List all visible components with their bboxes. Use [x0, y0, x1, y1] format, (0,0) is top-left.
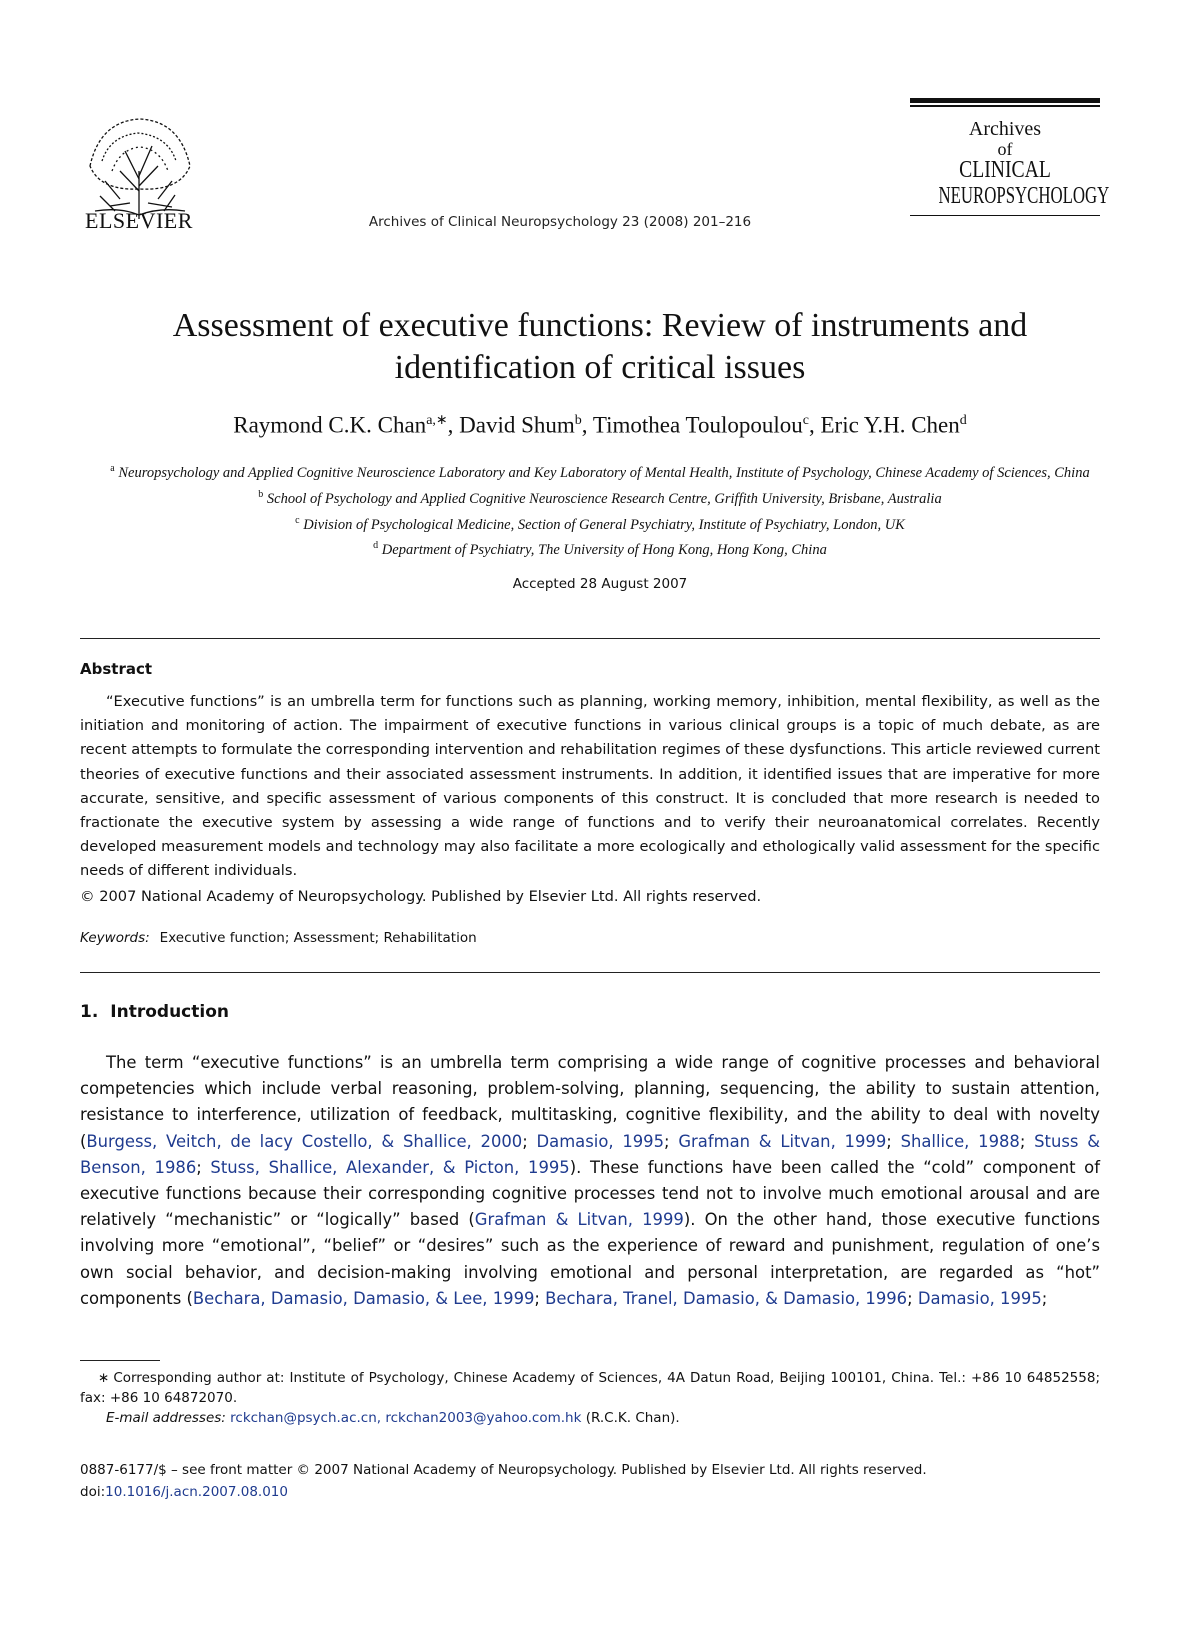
- citation-link[interactable]: Damasio, 1995: [536, 1131, 665, 1151]
- affiliation: [100, 484, 1100, 510]
- email-footnote: [106, 1410, 680, 1426]
- doi-line: [80, 1484, 288, 1500]
- body-text: ;: [664, 1131, 679, 1151]
- introduction-body: [80, 1050, 1100, 1312]
- doi-link[interactable]: 10.1016/j.acn.2007.08.010: [105, 1484, 288, 1500]
- abstract-body: [80, 690, 1100, 884]
- email-label: E-mail addresses:: [106, 1410, 226, 1426]
- affiliation: [100, 458, 1100, 484]
- masthead-rule-top-thin: [910, 105, 1100, 107]
- affiliation-text: Department of Psychiatry, The University of Hong Kong, Hong Kong, China: [381, 542, 827, 559]
- corresponding-author-footnote: [80, 1368, 1100, 1408]
- affiliation-mark: a: [110, 463, 115, 474]
- keywords: [80, 930, 477, 946]
- affiliation-text: Neuropsychology and Applied Cognitive Neuroscience Laboratory and Key Laboratory of Mental Health, Institute of Psychology, Chinese Academy of Sciences, China: [118, 464, 1090, 481]
- footnote-marker: ∗: [98, 1370, 110, 1386]
- footnote-rule: [80, 1360, 160, 1361]
- body-text: ;: [886, 1131, 901, 1151]
- author-affiliation-mark[interactable]: c: [802, 413, 809, 428]
- keywords-label: Keywords:: [80, 930, 150, 946]
- body-text: ;: [196, 1157, 211, 1177]
- abstract-paragraph: “Executive functions” is an umbrella term for functions such as planning, working memory, inhibition, mental flexibility, as well as the initiation and monitoring of action. The impairment of executive functions in various clinical groups is a topic of much debate, as are recent attempts to formulate the corresponding intervention and rehabilitation regimes of these dysfunctions. This article reviewed current theories of executive functions and their associated assessment instruments. In addition, it identified issues that are imperative for more accurate, sensitive, and specific assessment of various components of this construct. It is concluded that more research is needed to fractionate the executive system by assessing a wide range of functions and to verify their neuroanatomical correlates. Recently developed measurement models and technology may also facilitate a more ecologically and ethologically valid assessment for the specific needs of different individuals.: [80, 693, 1100, 880]
- citation-link[interactable]: Bechara, Damasio, Damasio, & Lee, 1999: [192, 1288, 535, 1308]
- affiliation-mark: b: [258, 488, 264, 500]
- author-name[interactable]: Timothea Toulopoulou: [592, 412, 803, 438]
- journal-citation: Archives of Clinical Neuropsychology 23 (2008) 201–216: [368, 214, 752, 230]
- copyright-notice: © 2007 National Academy of Neuropsychology. Published by Elsevier Ltd. All rights reserved.: [80, 888, 762, 905]
- affiliation-mark: d: [373, 540, 379, 552]
- body-text: The term “executive functions” is an umbrella term comprising a wide range of cognitive processes and behavioral competencies which include verbal reasoning, problem-solving, planning, sequencing, the ability to sustain attention, resistance to interference, utilization of feedback, multitasking, cognitive flexibility, and the ability to deal with novelty (: [80, 1053, 1100, 1151]
- citation-link[interactable]: Damasio, 1995: [917, 1288, 1042, 1308]
- doi-label: doi:: [80, 1484, 106, 1500]
- affiliation-text: Division of Psychological Medicine, Section of General Psychiatry, Institute of Psychiatry, London, UK: [303, 516, 905, 533]
- body-text: ;: [1041, 1288, 1048, 1308]
- citation-link[interactable]: Grafman & Litvan, 1999: [474, 1210, 684, 1230]
- masthead-line: Archives: [968, 117, 1042, 140]
- body-text: ;: [534, 1288, 546, 1308]
- divider: [80, 972, 1100, 973]
- affiliation-mark: c: [295, 514, 300, 526]
- citation-link[interactable]: Bechara, Tranel, Damasio, & Damasio, 1996: [545, 1288, 908, 1308]
- masthead-line: NEUROPSYCHOLOGY: [938, 182, 1110, 209]
- section-number: 1.: [80, 1002, 99, 1022]
- divider: [80, 638, 1100, 639]
- email-links[interactable]: rckchan@psych.ac.cn, rckchan2003@yahoo.com.hk: [230, 1410, 582, 1426]
- affiliation: [100, 510, 1100, 536]
- affiliation: [100, 535, 1100, 561]
- body-text: ;: [522, 1131, 537, 1151]
- author-separator: ,: [581, 412, 593, 438]
- email-owner: (R.C.K. Chan).: [585, 1410, 680, 1426]
- abstract-heading: Abstract: [80, 660, 153, 678]
- author-name[interactable]: David Shum: [459, 412, 575, 438]
- author-list: [100, 412, 1100, 439]
- citation-link[interactable]: Stuss, Shallice, Alexander, & Picton, 1995: [210, 1157, 570, 1177]
- body-text: ). On the other hand, those executive functions involving more “emotional”, “belief” or “desires” such as the experience of reward and punishment, regulation of one’s own social behavior, and decision-making involving emotional and personal interpretation, are regarded as “hot” components (: [80, 1210, 1100, 1308]
- author-affiliation-mark[interactable]: a,∗: [426, 413, 448, 428]
- author-separator: ,: [808, 412, 821, 438]
- section-heading: [80, 1002, 229, 1022]
- accepted-date: Accepted 28 August 2007: [512, 576, 688, 592]
- author-name[interactable]: Eric Y.H. Chen: [820, 412, 960, 438]
- keywords-list: Executive function; Assessment; Rehabilitation: [159, 930, 477, 946]
- masthead-line: of: [997, 138, 1013, 159]
- citation-link[interactable]: Shallice, 1988: [900, 1131, 1020, 1151]
- author-affiliation-mark[interactable]: b: [574, 413, 582, 428]
- journal-masthead: [910, 98, 1110, 216]
- masthead-rule-top: [910, 98, 1100, 103]
- footnote-text: Corresponding author at: Institute of Psychology, Chinese Academy of Sciences, 4A Datun Road, Beijing 100101, China. Tel.: +86 10 64852558; fax: +86 10 64872070.: [80, 1370, 1100, 1406]
- body-text: ;: [907, 1288, 918, 1308]
- author-separator: ,: [447, 412, 460, 438]
- masthead-rule-bottom: [910, 215, 1100, 217]
- body-text: ;: [1019, 1131, 1035, 1151]
- section-title: Introduction: [110, 1002, 229, 1022]
- author-affiliation-mark[interactable]: d: [959, 413, 967, 428]
- affiliation-list: [100, 458, 1100, 561]
- masthead-line: CLINICAL: [959, 157, 1051, 184]
- citation-link[interactable]: Stuss & Benson, 1986: [80, 1131, 1101, 1177]
- introduction-paragraph: [80, 1050, 1100, 1312]
- affiliation-text: School of Psychology and Applied Cognitive Neuroscience Research Centre, Griffith University, Brisbane, Australia: [266, 490, 942, 507]
- publisher-name: ELSEVIER: [85, 208, 193, 233]
- citation-link[interactable]: Burgess, Veitch, de lacy Costello, & Shallice, 2000: [86, 1131, 523, 1151]
- article-title: Assessment of executive functions: Review of instruments and identification of critical issues: [172, 307, 1028, 386]
- author-name[interactable]: Raymond C.K. Chan: [233, 412, 427, 438]
- body-text: ). These functions have been called the “cold” component of executive functions because their corresponding cognitive processes tend not to involve much emotional arousal and are relatively “mechanistic” or “logically” based (: [80, 1157, 1100, 1230]
- issn-line: 0887-6177/$ – see front matter © 2007 National Academy of Neuropsychology. Published by Elsevier Ltd. All rights reserved.: [80, 1462, 927, 1478]
- citation-link[interactable]: Grafman & Litvan, 1999: [678, 1131, 887, 1151]
